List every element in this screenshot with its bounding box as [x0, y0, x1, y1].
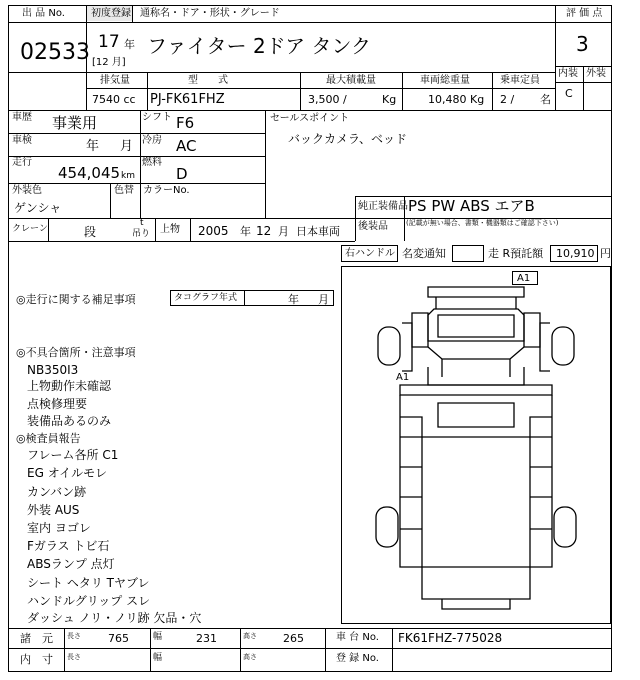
defect-4: 装備品あるのみ	[27, 414, 112, 428]
lot-label: 出 品 No.	[22, 8, 65, 19]
mileage-unit: km	[121, 171, 135, 181]
capacity-unit: 名	[540, 93, 551, 106]
reg-year: 17	[98, 32, 120, 52]
inspector-label: ◎検査員報告	[16, 432, 81, 445]
tachograph-year: 年	[288, 293, 299, 306]
handle-side: 右ハンドル	[345, 248, 395, 259]
car-name: ファイター 2ドア タンク	[147, 34, 372, 58]
inspector-9: ハンドルグリップ スレ	[27, 594, 151, 608]
name-change-label: 名変通知	[402, 247, 446, 260]
deposit-amount: 10,910	[556, 247, 595, 260]
length: 765	[108, 632, 129, 645]
damage-marker-left: A1	[396, 372, 410, 383]
width-label: 幅	[153, 632, 163, 642]
defects-label: ◎不具合箇所・注意事項	[16, 346, 136, 359]
length-label: 長さ	[67, 632, 81, 640]
interior-grade: C	[565, 87, 573, 100]
max-load: 3,500 /	[308, 93, 347, 106]
history-label: 車歴	[12, 112, 32, 123]
interior-grade-label: 内装	[558, 68, 578, 79]
sales-point-label: セールスポイント	[270, 113, 350, 124]
dims-label: 諸 元	[20, 632, 53, 645]
max-load-unit: Kg	[382, 93, 397, 106]
tachograph-label: タコグラフ年式	[174, 293, 238, 303]
color-label: 外装色	[12, 185, 42, 196]
body-month-unit: 月	[278, 225, 289, 238]
chassis-number: FK61FHZ-775028	[398, 631, 503, 645]
std-equipment-label: 純正装備品	[358, 201, 408, 212]
history: 事業用	[52, 114, 98, 132]
inspection-year: 年	[86, 139, 100, 154]
inner-length-label: 長さ	[67, 653, 81, 661]
gross-weight: 10,480 Kg	[428, 93, 485, 106]
defect-1: NB350I3	[27, 363, 79, 377]
shift-label: シフト	[142, 112, 172, 123]
grade-value: 3	[576, 32, 589, 56]
model-label: 型 式	[188, 75, 228, 86]
model: PJ-FK61FHZ	[150, 92, 225, 107]
chassis-label: 車 台 No.	[336, 632, 379, 643]
crane-ton: t	[140, 218, 144, 228]
body-maker: 日本車両	[296, 225, 340, 238]
deposit-unit: 円	[600, 247, 611, 260]
reg-year-unit: 年	[124, 38, 135, 51]
defect-3: 点検修理要	[27, 397, 88, 411]
truck-outline	[342, 267, 610, 623]
body-label: 上物	[160, 224, 180, 235]
sales-point-text: バックカメラ、ベッド	[288, 132, 408, 146]
shift: F6	[176, 114, 195, 132]
truck-diagram	[341, 266, 611, 624]
std-equipment: PS PW ABS エアB	[408, 197, 535, 215]
name-change-box	[452, 245, 484, 262]
inner-height-label: 高さ	[243, 653, 257, 661]
supplement-label: ◎走行に関する補足事項	[16, 293, 136, 306]
color-code-label: カラーNo.	[143, 185, 190, 196]
body-month: 12	[256, 224, 272, 238]
width: 231	[196, 632, 217, 645]
deposit-label: 走 R預託額	[488, 247, 544, 260]
car-title-label: 通称名・ドア・形状・グレード	[140, 8, 280, 19]
defect-2: 上物動作未確認	[27, 379, 112, 393]
exterior-grade-label: 外装	[586, 68, 606, 79]
ac-label: 冷房	[142, 135, 162, 146]
inspector-3: カンバン跡	[27, 485, 87, 499]
inspector-5: 室内 ヨゴレ	[27, 521, 91, 535]
mileage: 454,045	[58, 164, 121, 182]
tachograph-month: 月	[318, 293, 329, 306]
grade-label: 評 価 点	[566, 8, 603, 19]
fuel-label: 燃料	[142, 157, 162, 168]
height: 265	[283, 632, 304, 645]
registration-number-label: 登 録 No.	[336, 653, 379, 664]
inspection-label: 車検	[12, 135, 32, 146]
after-equipment-note: (記載が無い場合、書類・機器類はご確認下さい)	[406, 219, 559, 227]
crane-stage: 段	[84, 225, 97, 239]
reg-month: [12 月]	[92, 57, 126, 68]
color: ゲンシャ	[14, 201, 62, 215]
capacity: 2 /	[500, 93, 515, 106]
inner-width-label: 幅	[153, 653, 163, 663]
damage-marker-top: A1	[512, 271, 538, 285]
ac: AC	[176, 137, 197, 155]
max-load-label: 最大積載量	[326, 75, 376, 86]
inspector-8: シート ヘタリ Tヤブレ	[27, 576, 150, 590]
color-change-label: 色替	[114, 185, 134, 196]
fuel: D	[176, 165, 188, 183]
crane-lift: 吊り	[132, 229, 151, 239]
capacity-label: 乗車定員	[500, 75, 540, 86]
inspector-2: EG オイルモレ	[27, 466, 108, 480]
inspector-1: フレーム各所 C1	[27, 448, 119, 462]
inspector-10: ダッシュ ノリ・ノリ跡 欠品・穴	[27, 611, 202, 625]
gross-weight-label: 車両総重量	[420, 75, 470, 86]
height-label: 高さ	[243, 632, 257, 640]
lot-number: 02533	[20, 40, 90, 65]
after-equipment-label: 後装品	[358, 221, 388, 232]
displacement-label: 排気量	[100, 75, 130, 86]
body-year-unit: 年	[240, 225, 251, 238]
inspection-month: 月	[120, 139, 134, 154]
inspector-4: 外装 AUS	[27, 503, 80, 517]
inner-dims-label: 内 寸	[20, 653, 53, 666]
first-registration-label: 初度登録	[91, 8, 131, 19]
inspector-6: Fガラス トビ石	[27, 539, 110, 553]
mileage-label: 走行	[12, 157, 32, 168]
displacement: 7540 cc	[92, 93, 136, 106]
body-year: 2005	[198, 224, 229, 238]
inspector-7: ABSランプ 点灯	[27, 557, 115, 571]
crane-label: クレーン	[12, 224, 48, 234]
